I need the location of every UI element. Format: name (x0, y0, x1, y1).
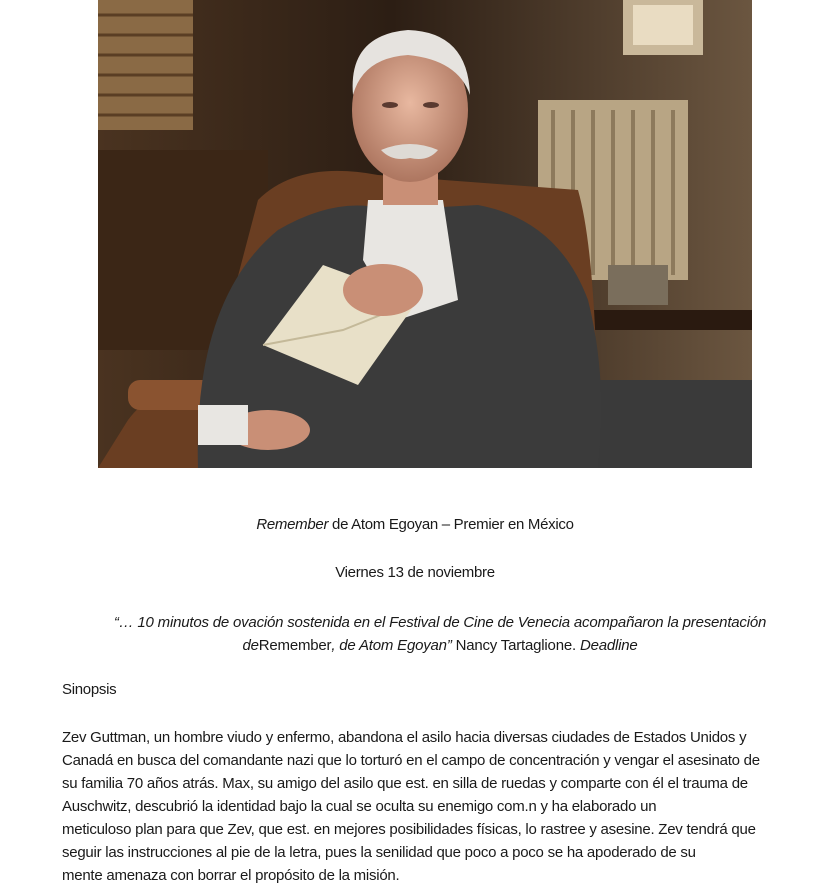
synopsis-line: seguir las instrucciones al pie de la letra, pues la senilidad que poco a poco se ha apoderado de su (62, 844, 696, 861)
film-title: Remember (256, 516, 329, 533)
synopsis-line: meticuloso plan para que Zev, que est. en mejores posibilidades físicas, lo rastree y asesine. Zev tendrá que (62, 821, 756, 838)
synopsis-line: mente amenaza con borrar el propósito de la misión. (62, 867, 400, 884)
synopsis-line: su familia 70 años atrás. Max, su amigo del asilo que est. en silla de ruedas y comparte con él el trauma de (62, 775, 748, 792)
quote-source: Deadline (579, 637, 638, 654)
quote-prefix: de (242, 637, 259, 654)
press-quote (80, 611, 800, 657)
quote-film-title: Remember (258, 637, 332, 654)
synopsis-heading: Sinopsis (62, 681, 117, 698)
quote-line-1: “… 10 minutos de ovación sostenida en el Festival de Cine de Venecia acompañaron la presentación (113, 614, 767, 631)
synopsis-line: Auschwitz, descubrió la identidad bajo la cual se oculta su enemigo com.n y ha elaborado un (62, 798, 657, 815)
synopsis-line: Zev Guttman, un hombre viudo y enfermo, abandona el asilo hacia diversas ciudades de Estados Unidos y (62, 729, 747, 746)
event-title-rest: de Atom Egoyan – Premier en México (328, 516, 574, 533)
film-still-image (98, 0, 752, 468)
event-title (0, 516, 830, 533)
quote-author: Nancy Tartaglione. (451, 637, 580, 654)
event-date: Viernes 13 de noviembre (335, 564, 495, 581)
synopsis-text (62, 726, 814, 887)
quote-line-2: , de Atom Egoyan” (331, 637, 452, 654)
synopsis-line: Canadá en busca del comandante nazi que lo torturó en el campo de concentración y vengar el asesinato de (62, 752, 760, 769)
